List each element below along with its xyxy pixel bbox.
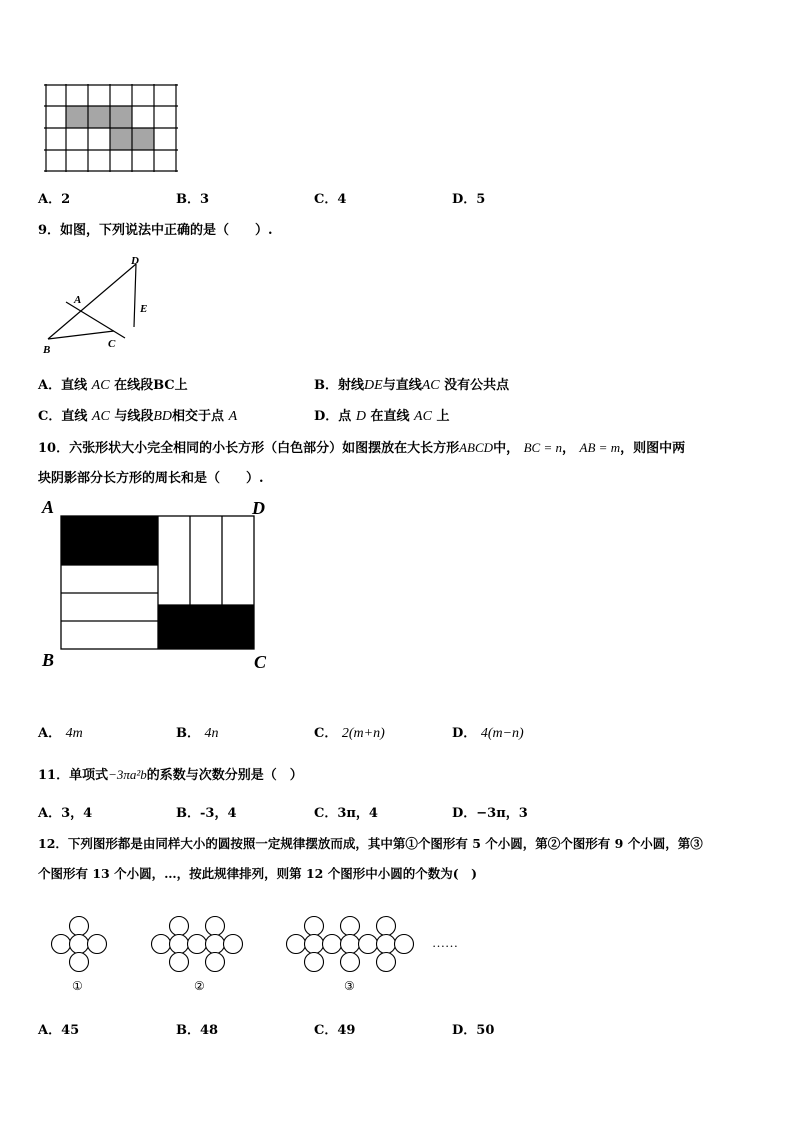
q9-option-d[interactable]: D．点 D 在直线 AC 上 xyxy=(314,409,450,424)
q9-label-c: C xyxy=(108,338,116,350)
q8-option-d[interactable]: D．5 xyxy=(452,192,486,207)
q10-option-d[interactable]: D． 4(m−n) xyxy=(452,726,524,741)
q9-label-a: A xyxy=(74,294,82,306)
q12-caption-2: ② xyxy=(194,979,205,993)
q9-label-b: B xyxy=(43,344,51,356)
q9-option-b[interactable]: B．射线DE与直线AC 没有公共点 xyxy=(314,378,510,393)
q10-label-d: D xyxy=(252,498,265,518)
q12-circle-figures xyxy=(44,910,484,996)
q12-option-b[interactable]: B．48 xyxy=(176,1023,219,1038)
q10-label-a: A xyxy=(42,497,55,517)
q8-option-c[interactable]: C．4 xyxy=(314,192,347,207)
q9-option-c[interactable]: C．直线 AC 与线段BD相交于点 A xyxy=(38,409,238,424)
q10-stem-line1: 10．六张形状大小完全相同的小长方形（白色部分）如图摆放在大长方形ABCD中， BC = n， AB = m，则图中两 xyxy=(38,440,686,456)
q9-geometry-figure xyxy=(40,252,160,356)
q8-option-a[interactable]: A．2 xyxy=(38,192,71,207)
q8-grid-figure xyxy=(44,84,178,174)
q9-stem: 9．如图，下列说法中正确的是（ ）. xyxy=(38,223,273,238)
q12-option-c[interactable]: C．49 xyxy=(314,1023,356,1038)
q11-option-d[interactable]: D．−3π，3 xyxy=(452,806,528,821)
q10-option-b[interactable]: B． 4n xyxy=(176,726,219,741)
q12-stem-line1: 12．下列图形都是由同样大小的圆按照一定规律摆放而成，其中第①个图形有 5 个小圆，第②个图形有 9 个小圆，第③ xyxy=(38,836,703,851)
q12-caption-3: ③ xyxy=(344,979,355,993)
q8-option-b[interactable]: B．3 xyxy=(176,192,210,207)
q10-stem-line2: 块阴影部分长方形的周长和是（ ）. xyxy=(38,471,264,486)
q10-label-b: B xyxy=(42,650,55,670)
q10-rectangle-figure xyxy=(40,496,280,674)
q10-label-c: C xyxy=(254,652,267,672)
q9-option-a[interactable]: A．直线 AC 在线段BC上 xyxy=(38,378,188,393)
q12-option-d[interactable]: D．50 xyxy=(452,1023,495,1038)
q9-label-d: D xyxy=(131,255,139,267)
q11-option-a[interactable]: A．3，4 xyxy=(38,806,93,821)
q12-ellipsis: …… xyxy=(432,935,458,950)
q11-stem: 11．单项式−3πa²b的系数与次数分别是（ ） xyxy=(38,767,303,783)
q12-caption-1: ① xyxy=(72,979,83,993)
q11-option-c[interactable]: C．3π，4 xyxy=(314,806,378,821)
q10-option-a[interactable]: A． 4m xyxy=(38,726,83,741)
q12-option-a[interactable]: A．45 xyxy=(38,1023,80,1038)
q10-option-c[interactable]: C． 2(m+n) xyxy=(314,726,385,741)
q11-option-b[interactable]: B．-3，4 xyxy=(176,806,237,821)
q12-stem-line2: 个图形有 13 个小圆，…，按此规律排列，则第 12 个图形中小圆的个数为( ) xyxy=(38,866,478,881)
q9-label-e: E xyxy=(140,303,148,315)
